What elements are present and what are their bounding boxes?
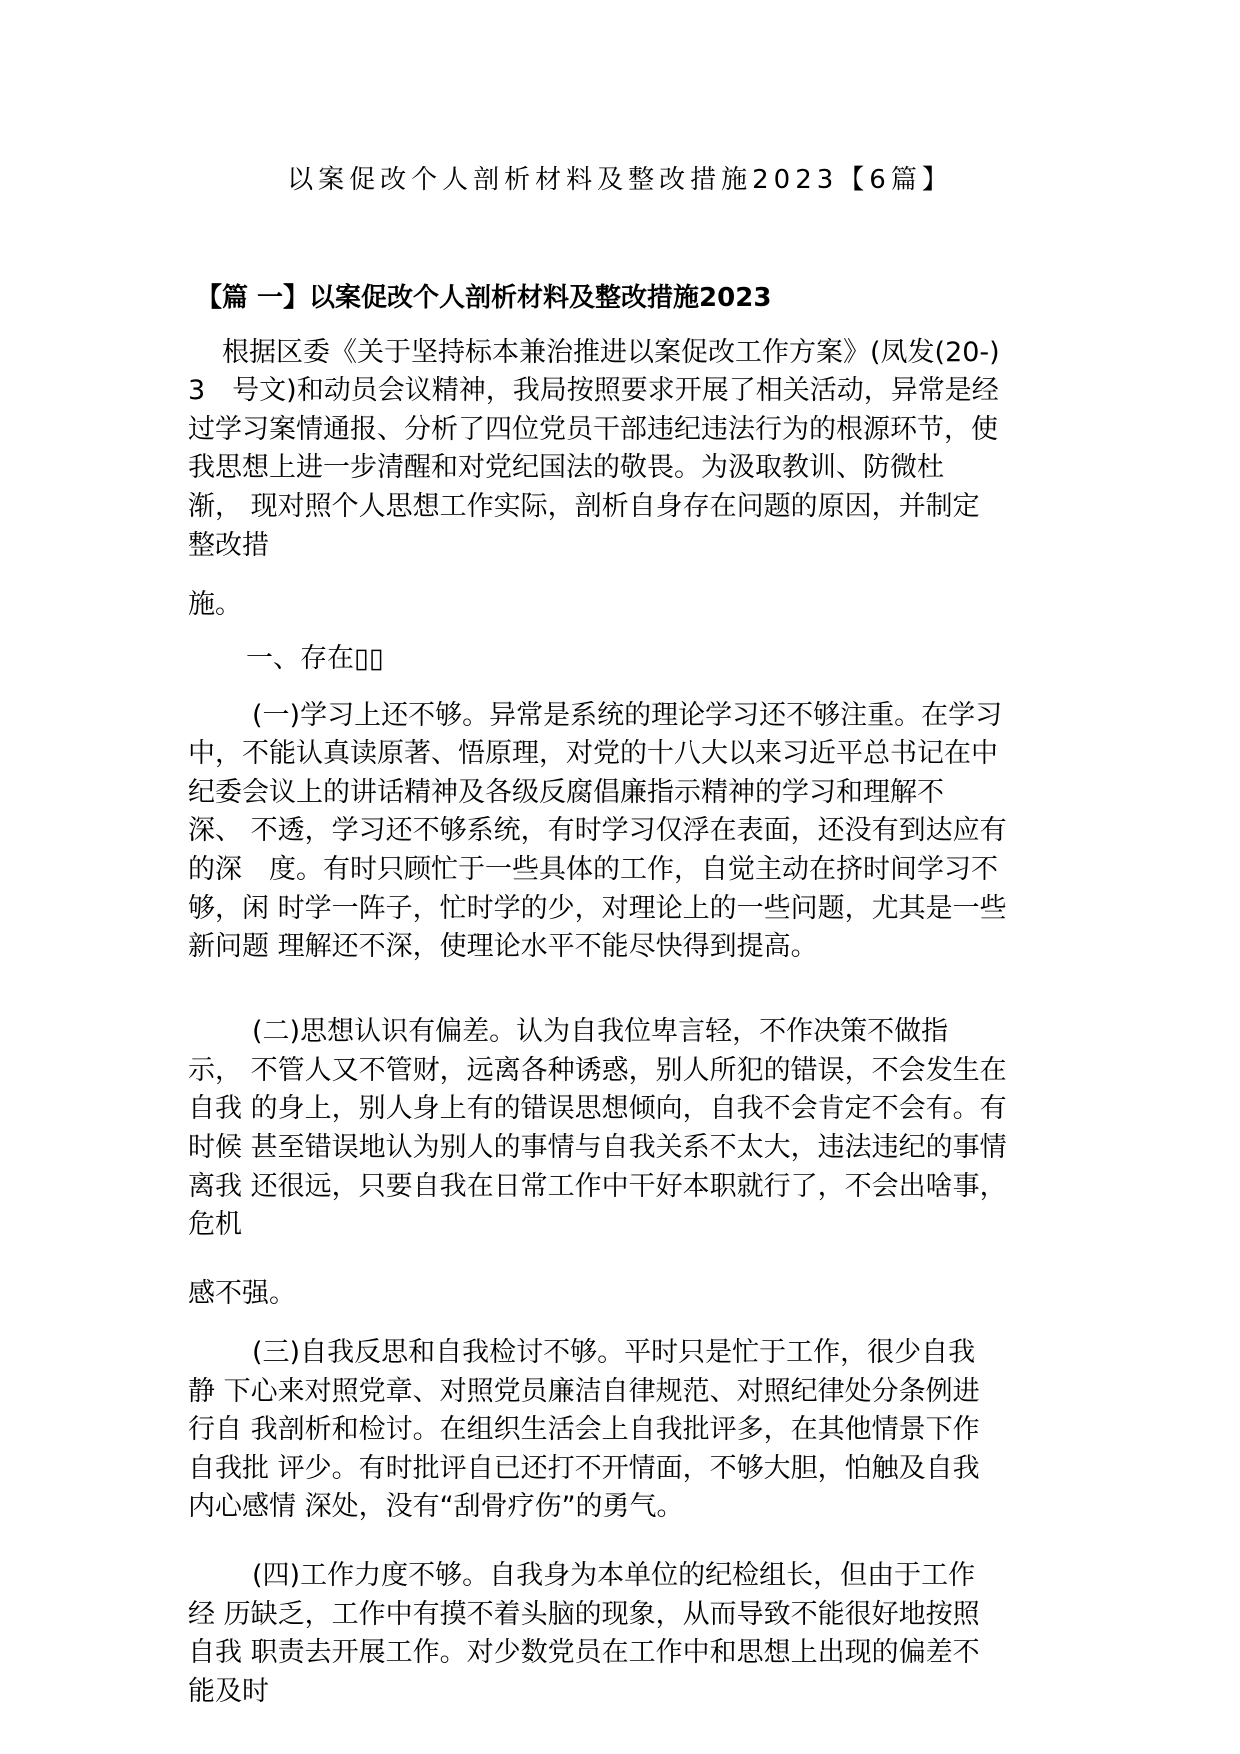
body-line: 3 号文)和动员会议精神，我局按照要求开展了相关活动，异常是经 (188, 375, 999, 406)
body-line: 的深 度。有时只顾忙于一些具体的工作，自觉主动在挤时间学习不 (188, 854, 998, 885)
section-heading: 【篇 一】以案促改个人剖析材料及整改措施2023 (196, 283, 772, 313)
body-line: 离我 还很远，只要自我在日常工作中干好本职就行了，不会出啥事， (188, 1171, 1007, 1202)
body-line: 新问题 理解还不深，使理论水平不能尽快得到提高。 (188, 931, 818, 962)
body-line: 整改措 (188, 530, 269, 561)
body-line: 中，不能认真读原著、悟原理，对党的十八大以来习近平总书记在中 (188, 738, 998, 769)
body-line: 施。 (188, 589, 242, 620)
body-line: 自我批 评少。有时批评自已还打不开情面，不够大胆，怕触及自我 (188, 1453, 980, 1484)
body-line: 危机 (188, 1209, 242, 1240)
body-line: 经 历缺乏，工作中有摸不着头脑的现象，从而导致不能很好地按照 (188, 1599, 980, 1630)
body-line: (二)思想认识有偏差。认为自我位卑言轻，不作决策不做指 (252, 1016, 949, 1047)
body-line: 自我 的身上，别人身上有的错误思想倾向，自我不会肯定不会有。有 (188, 1093, 1007, 1124)
body-line: 内心感情 深处，没有“刮骨疗伤”的勇气。 (188, 1491, 684, 1522)
body-line: 静 下心来对照党章、对照党员廉洁自律规范、对照纪律处分条例进 (188, 1376, 980, 1407)
body-line: 自我 职责去开展工作。对少数党员在工作中和思想上出现的偏差不 (188, 1637, 980, 1668)
body-line: 深、 不透，学习还不够系统，有时学习仅浮在表面，还没有到达应有 (188, 815, 1007, 846)
body-line: 能及时 (188, 1676, 269, 1707)
body-line: 行自 我剖析和检讨。在组织生活会上自我批评多，在其他情景下作 (188, 1414, 980, 1445)
body-line: 感不强。 (188, 1278, 296, 1309)
body-line: 示， 不管人又不管财，远离各种诱惑，别人所犯的错误，不会发生在 (188, 1055, 1007, 1086)
body-line: 根据区委《关于坚持标本兼治推进以案促改工作方案》(凤发(20-) (222, 337, 1000, 368)
body-line: (三)自我反思和自我检讨不够。平时只是忙于工作，很少自我 (252, 1337, 976, 1368)
body-line: 够，闲 时学一阵子，忙时学的少，对理论上的一些问题，尤其是一些 (188, 893, 1007, 924)
body-line: (四)工作力度不够。自我身为本单位的纪检组长，但由于工作 (252, 1560, 976, 1591)
body-line: 时候 甚至错误地认为别人的事情与自我关系不太大，违法违纪的事情 (188, 1132, 1007, 1163)
body-line: 纪委会议上的讲话精神及各级反腐倡廉指示精神的学习和理解不 (188, 777, 944, 808)
document-title: 以案促改个人剖析材料及整改措施2023【6篇】 (287, 165, 953, 195)
body-line: 我思想上进一步清醒和对党纪国法的敬畏。为汲取教训、防微杜 (188, 452, 944, 483)
section-subheading: 一、存在▯▯ (246, 643, 384, 674)
body-line: 渐， 现对照个人思想工作实际，剖析自身存在问题的原因，并制定 (188, 491, 980, 522)
body-line: 过学习案情通报、分析了四位党员干部违纪违法行为的根源环节，使 (188, 414, 998, 445)
body-line: (一)学习上还不够。异常是系统的理论学习还不够注重。在学习 (252, 700, 1003, 731)
